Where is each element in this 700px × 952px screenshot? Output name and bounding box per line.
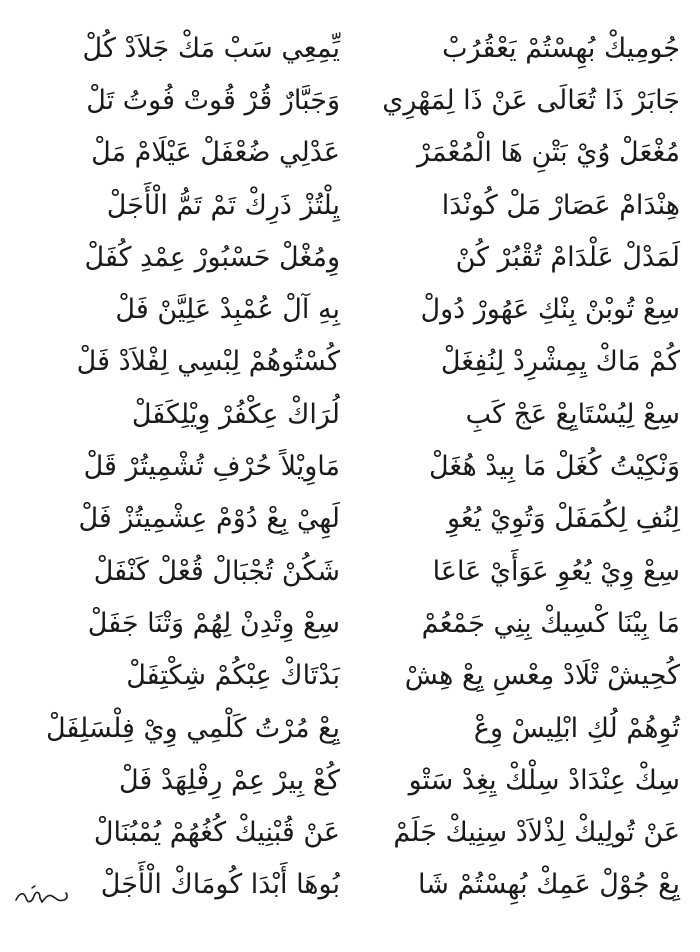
right-hemistich: يِعْ جُوْلْ عَمِكْ بُهِسْتُمْ شَا xyxy=(418,869,680,901)
left-hemistich: عَنْ قُبْنِيكْ كُغُهُمْ يُمْبُنَالْ xyxy=(93,817,340,849)
right-hemistich: سِعْ لِيُسْتَايِعْ عَجْ كَبِ xyxy=(465,398,680,430)
verse-line xyxy=(40,127,680,179)
verse-line xyxy=(40,179,680,231)
left-hemistich: عَدْلِي ضُعْفَلْ عَيْلَامْ مَلْ xyxy=(91,137,340,169)
handwritten-signature xyxy=(12,880,70,910)
verse-line xyxy=(40,231,680,283)
verse-line xyxy=(40,702,680,754)
left-hemistich: كُسْتُوهُمْ لِبْسِي لِفْلاَدْ فَلْ xyxy=(76,346,340,378)
left-hemistich: وِمُغْلْ حَسْبُورْ عِمْدِ كُفَلْ xyxy=(84,241,340,273)
right-hemistich: لَمَدْلْ عَلْدَامْ تُقْبُرْ كُنْ xyxy=(455,241,680,273)
right-hemistich: كُمْ مَاكْ يِمِشْرِدْ لِنُفِغَلْ xyxy=(440,346,680,378)
verse-line xyxy=(40,283,680,335)
verse-line xyxy=(40,22,680,74)
poem-body xyxy=(40,22,680,911)
right-hemistich: سِكْ عِنْدَادْ سِلْكْ يِغِدْ سَتْو xyxy=(408,764,680,796)
verse-line xyxy=(40,440,680,492)
verse-line xyxy=(40,388,680,440)
left-hemistich: يِّمِعِي سَبْ مَكْ جَلاَدْ كُلْ xyxy=(82,32,340,64)
left-hemistich: لَهِيْ بِعْ دُوْمْ عِشْمِيتُزْ فَلْ xyxy=(78,503,340,535)
verse-line xyxy=(40,336,680,388)
right-hemistich: كُحِيشْ تْلَادْ مِعْسِ يِعْ هِشْ xyxy=(404,660,680,692)
left-hemistich: يِلْتُزْ ذَرِكْ تَمْ تَمُّ الْأَجَلْ xyxy=(106,189,340,221)
left-hemistich: بِهِ آلْ عُمْبِدْ عَلِيَّنْ فَلْ xyxy=(115,294,340,326)
left-hemistich: بَدْتَاكْ عِبْكُمْ شِكْتِفَلْ xyxy=(126,660,340,692)
left-hemistich: لُرَاكْ عِكْفُرْ وِيْلِكَفَلْ xyxy=(131,398,340,430)
verse-line xyxy=(40,754,680,806)
right-hemistich: جَابَرْ ذَا تُعَالَى عَنْ ذَا لِمَهْرِي xyxy=(382,84,680,116)
verse-line xyxy=(40,74,680,126)
left-hemistich: سِعْ وِتْدِنْ لِهُمْ وَتْنَا جَفَلْ xyxy=(87,607,340,639)
right-hemistich: سِعْ تُوبْنْ بِنْكِ عَهُورْ دُولْ xyxy=(420,294,680,326)
right-hemistich: سِعْ وِيْ يُعُوِ عَوَأَيْ عَاعَا xyxy=(432,555,680,587)
left-hemistich: وَجَبَّارٌ قُرْ قُوتْ فُوتُ تَلْ xyxy=(86,84,340,116)
right-hemistich: لِنُفِ لِكُمَفَلْ وَتُوِيْ يُعُوِ xyxy=(446,503,680,535)
right-hemistich: تُوِهُمْ لُكِ ابْلِيسْ وِعْ xyxy=(473,712,680,744)
right-hemistich: عَنْ تُولِيكْ لِذْلاَدْ سِنِيكْ جَلَمْ xyxy=(393,817,680,849)
left-hemistich: كُعْ بِيرْ عِمْ رِفْلِهَدْ فَلْ xyxy=(118,764,340,796)
left-hemistich: شَكُنْ تُجْبَالْ قُعْلْ كَنْفَلْ xyxy=(93,555,340,587)
verse-line xyxy=(40,650,680,702)
right-hemistich: مُغْعَلْ وُيْ بَتْنِ هَا الْمُعْمَرْ xyxy=(416,137,680,169)
left-hemistich: مَاوِيْلاً حُرْفِ تُشْمِيتُرْ قَلْ xyxy=(83,451,340,483)
verse-line xyxy=(40,493,680,545)
verse-line xyxy=(40,859,680,911)
left-hemistich: يِعْ مُرْتُ كَلْمِي وِيْ فِلْسَلِفَلْ xyxy=(45,712,340,744)
verse-line xyxy=(40,597,680,649)
right-hemistich: جُومِيكْ بُهِسْتُمْ يَعْقُرُبْ xyxy=(442,32,680,64)
verse-line xyxy=(40,806,680,858)
right-hemistich: وَنْكِيْتُ كُغَلْ مَا بِيدْ هُغَلْ xyxy=(428,451,680,483)
right-hemistich: هِنْدَامْ عَصَارْ مَلْ كُونْدَا xyxy=(441,189,680,221)
verse-line xyxy=(40,545,680,597)
right-hemistich: مَا بِيْنَا كْسِيكْ بِنِي جَمْعُمْ xyxy=(421,607,680,639)
left-hemistich: بُوهَا أَبْدَا كُومَاكْ الْأَجَلْ xyxy=(100,869,340,901)
